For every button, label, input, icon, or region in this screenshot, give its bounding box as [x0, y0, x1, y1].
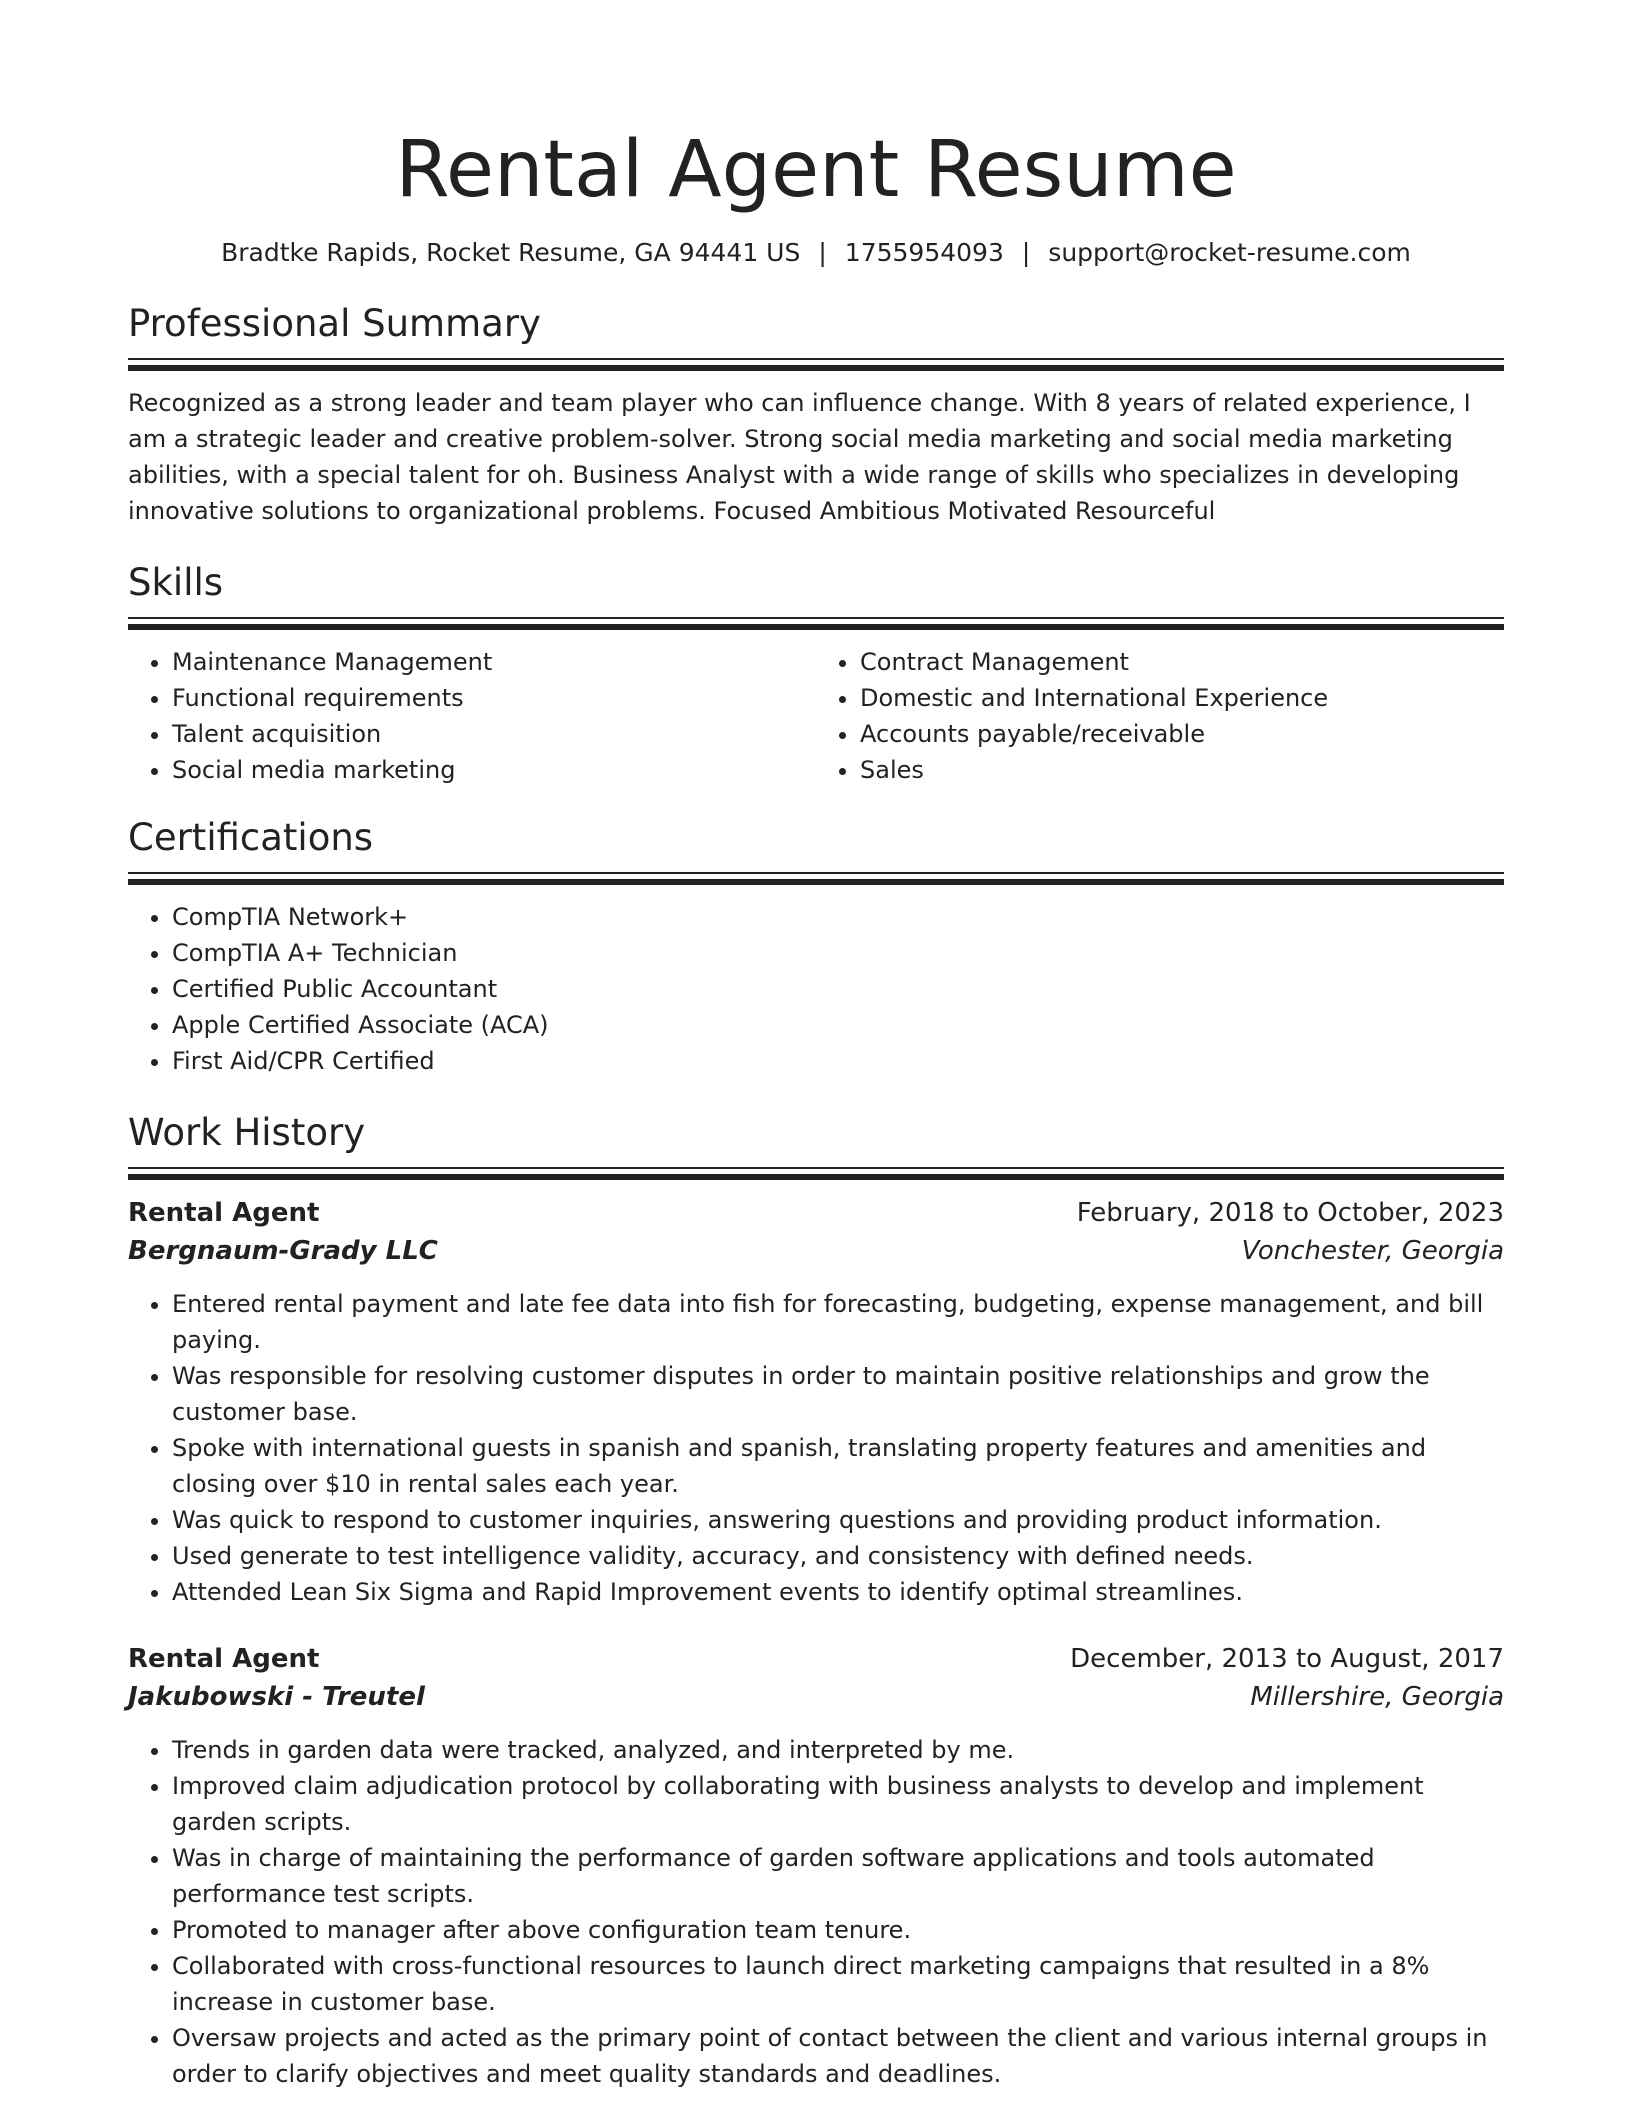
job-bullet: • Entered rental payment and late fee data into fish for forecasting, budgeting, expense management, and bill paying.	[172, 1286, 1504, 1358]
certification-item: • CompTIA A+ Technician	[172, 935, 1504, 971]
job-title: Rental Agent	[128, 1198, 320, 1228]
certifications-section	[128, 814, 1504, 1079]
skill-item: • Accounts payable/receivable	[860, 716, 1504, 752]
section-heading-work-history: Work History	[128, 1111, 366, 1154]
job-bullet: • Promoted to manager after above configuration team tenure.	[172, 1912, 1504, 1948]
job-title: Rental Agent	[128, 1644, 320, 1674]
job-dates: February, 2018 to October, 2023	[1076, 1198, 1504, 1228]
section-heading-skills: Skills	[128, 561, 224, 604]
resume-title: Rental Agent Resume	[395, 125, 1237, 215]
section-heading-summary: Professional Summary	[128, 302, 541, 345]
certification-item: • Certified Public Accountant	[172, 971, 1504, 1007]
skill-item: • Sales	[860, 752, 1504, 788]
contact-address: Bradtke Rapids, Rocket Resume, GA 94441 US	[221, 238, 801, 267]
job-bullet: • Was responsible for resolving customer disputes in order to maintain positive relationships and grow the customer base.	[172, 1358, 1504, 1430]
skills-list-left	[128, 644, 816, 788]
certification-item: • First Aid/CPR Certified	[172, 1043, 1504, 1079]
job-subheader-row	[128, 1678, 1504, 1716]
contact-separator: |	[1021, 238, 1031, 267]
skill-item: • Social media marketing	[172, 752, 816, 788]
resume-page	[128, 0, 1504, 2092]
contact-email: support@rocket-resume.com	[1048, 238, 1411, 267]
job-header-row	[128, 1194, 1504, 1232]
skills-section	[128, 559, 1504, 788]
job-entry	[128, 1640, 1504, 2092]
contact-line	[128, 236, 1504, 270]
section-divider	[128, 1167, 1504, 1180]
job-bullet: • Was in charge of maintaining the performance of garden software applications and tools automated performance test scripts.	[172, 1840, 1504, 1912]
job-location: Vonchester, Georgia	[1241, 1236, 1504, 1266]
job-bullet: • Used generate to test intelligence validity, accuracy, and consistency with defined needs.	[172, 1538, 1504, 1574]
section-divider	[128, 358, 1504, 371]
job-bullet: • Was quick to respond to customer inquiries, answering questions and providing product information.	[172, 1502, 1504, 1538]
summary-text: Recognized as a strong leader and team player who can influence change. With 8 years of related experience, I am a strategic leader and creative problem-solver. Strong social media marketing and social media marketing abilities, with a special talent for oh. Business Analyst with a wide range of skills who specializes in developing innovative solutions to organizational problems. Focused Ambitious Motivated Resourceful	[128, 389, 1471, 525]
skill-item: • Functional requirements	[172, 680, 816, 716]
skill-item: • Maintenance Management	[172, 644, 816, 680]
job-header-row	[128, 1640, 1504, 1678]
certification-item: • CompTIA Network+	[172, 899, 1504, 935]
section-heading-certifications: Certifications	[128, 816, 374, 859]
job-bullet: • Improved claim adjudication protocol by collaborating with business analysts to develop and implement garden scripts.	[172, 1768, 1504, 1840]
skill-item: • Domestic and International Experience	[860, 680, 1504, 716]
job-bullet: • Spoke with international guests in spanish and spanish, translating property features and amenities and closing over $10 in rental sales each year.	[172, 1430, 1504, 1502]
skills-list-right	[816, 644, 1504, 788]
job-location: Millershire, Georgia	[1250, 1682, 1504, 1712]
job-bullet: • Collaborated with cross-functional resources to launch direct marketing campaigns that resulted in a 8% increase in customer base.	[172, 1948, 1504, 2020]
job-bullets	[128, 1732, 1504, 2092]
job-dates: December, 2013 to August, 2017	[1070, 1644, 1504, 1674]
contact-separator: |	[818, 238, 827, 267]
job-company: Bergnaum-Grady LLC	[128, 1236, 438, 1266]
skills-columns	[128, 644, 1504, 788]
job-entry	[128, 1194, 1504, 1610]
summary-section	[128, 300, 1504, 529]
section-divider	[128, 617, 1504, 630]
job-bullets	[128, 1286, 1504, 1610]
job-company: Jakubowski - Treutel	[128, 1682, 425, 1712]
job-bullet: • Oversaw projects and acted as the primary point of contact between the client and various internal groups in order to clarify objectives and meet quality standards and deadlines.	[172, 2020, 1504, 2092]
skill-item: • Contract Management	[860, 644, 1504, 680]
certification-item: • Apple Certified Associate (ACA)	[172, 1007, 1504, 1043]
section-divider	[128, 872, 1504, 885]
work-section	[128, 1109, 1504, 2092]
job-bullet: • Attended Lean Six Sigma and Rapid Improvement events to identify optimal streamlines.	[172, 1574, 1504, 1610]
skill-item: • Talent acquisition	[172, 716, 816, 752]
job-bullet: • Trends in garden data were tracked, analyzed, and interpreted by me.	[172, 1732, 1504, 1768]
job-subheader-row	[128, 1232, 1504, 1270]
contact-phone: 1755954093	[844, 238, 1004, 267]
certifications-list	[128, 899, 1504, 1079]
